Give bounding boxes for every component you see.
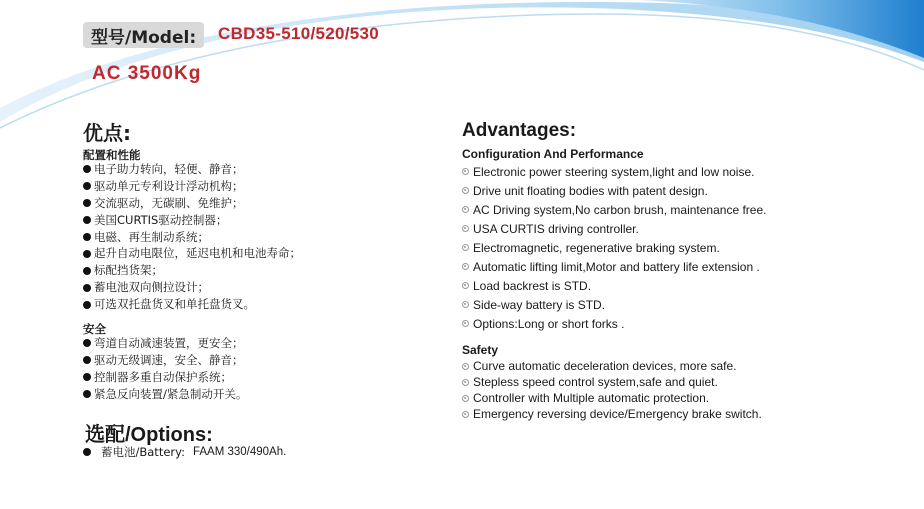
list-item: Automatic lifting limit,Motor and battery life extension .: [462, 257, 766, 276]
ring-bullet-icon: [462, 320, 469, 327]
list-item: 美国CURTIS驱动控制器；: [83, 212, 301, 229]
bullet-icon: [83, 448, 91, 456]
options-heading-en: /Options:: [125, 424, 213, 446]
list-item: Stepless speed control system,safe and quiet.: [462, 374, 762, 390]
list-item: Side-way battery is STD.: [462, 295, 766, 314]
list-item: Controller with Multiple automatic protection.: [462, 390, 762, 406]
model-value: CBD35-510/520/530: [218, 24, 380, 43]
ring-bullet-icon: [462, 363, 469, 370]
ring-bullet-icon: [462, 206, 469, 213]
bullet-icon: [83, 284, 91, 292]
ring-bullet-icon: [462, 263, 469, 270]
advantages-heading-cn: 优点:: [83, 121, 131, 145]
list-item: 紧急反向装置/紧急制动开关。: [83, 386, 247, 403]
bullet-icon: [83, 339, 91, 347]
list-item: Electronic power steering system,light and low noise.: [462, 162, 766, 181]
config-list-cn: [83, 161, 301, 313]
bullet-icon: [83, 199, 91, 207]
list-item: 起升自动电限位，延迟电机和电池寿命；: [83, 245, 301, 262]
battery-value: FAAM 330/490Ah.: [192, 446, 287, 458]
list-item: Options:Long or short forks .: [462, 314, 766, 333]
advantages-heading-en: Advantages:: [462, 120, 577, 141]
ring-bullet-icon: [462, 395, 469, 402]
model-label: 型号/Model:: [83, 22, 204, 48]
ring-bullet-icon: [462, 379, 469, 386]
ring-bullet-icon: [462, 187, 469, 194]
bullet-icon: [83, 182, 91, 190]
capacity: AC 3500Kg: [92, 63, 202, 84]
list-item: 弯道自动减速装置，更安全；: [83, 335, 247, 352]
safety-list-en: [462, 358, 762, 422]
bullet-icon: [83, 390, 91, 398]
bullet-icon: [83, 301, 91, 309]
battery-option: [83, 444, 286, 460]
ring-bullet-icon: [462, 301, 469, 308]
safety-list-cn: [83, 335, 247, 403]
ring-bullet-icon: [462, 282, 469, 289]
safety-title-en: Safety: [462, 343, 499, 357]
options-heading-cn: 选配: [85, 422, 125, 446]
list-item: 驱动无级调速，安全、静音；: [83, 352, 247, 369]
list-item: Load backrest is STD.: [462, 276, 766, 295]
battery-label: 蓄电池/Battery:: [101, 445, 185, 459]
ring-bullet-icon: [462, 168, 469, 175]
list-item: 电磁、再生制动系统；: [83, 229, 301, 246]
list-item: Emergency reversing device/Emergency brake switch.: [462, 406, 762, 422]
options-heading: [85, 418, 213, 447]
bullet-icon: [83, 233, 91, 241]
list-item: AC Driving system,No carbon brush, maintenance free.: [462, 200, 766, 219]
bullet-icon: [83, 267, 91, 275]
bullet-icon: [83, 165, 91, 173]
safety-title-cn: 安全: [83, 322, 106, 336]
list-item: Curve automatic deceleration devices, more safe.: [462, 358, 762, 374]
ring-bullet-icon: [462, 225, 469, 232]
list-item: Electromagnetic, regenerative braking system.: [462, 238, 766, 257]
bullet-icon: [83, 250, 91, 258]
list-item: 控制器多重自动保护系统；: [83, 369, 247, 386]
list-item: Drive unit floating bodies with patent design.: [462, 181, 766, 200]
list-item: 可选双托盘货叉和单托盘货叉。: [83, 296, 301, 313]
list-item: 驱动单元专利设计浮动机构；: [83, 178, 301, 195]
ring-bullet-icon: [462, 244, 469, 251]
bullet-icon: [83, 356, 91, 364]
config-title-en: Configuration And Performance: [462, 147, 644, 161]
bullet-icon: [83, 373, 91, 381]
list-item: 交流驱动，无碳刷、免维护；: [83, 195, 301, 212]
list-item: 电子助力转向，轻便、静音；: [83, 161, 301, 178]
bullet-icon: [83, 216, 91, 224]
list-item: 蓄电池双向侧拉设计；: [83, 279, 301, 296]
config-title-cn: 配置和性能: [83, 148, 141, 162]
list-item: USA CURTIS driving controller.: [462, 219, 766, 238]
config-list-en: [462, 162, 766, 333]
list-item: 标配挡货架；: [83, 262, 301, 279]
ring-bullet-icon: [462, 411, 469, 418]
